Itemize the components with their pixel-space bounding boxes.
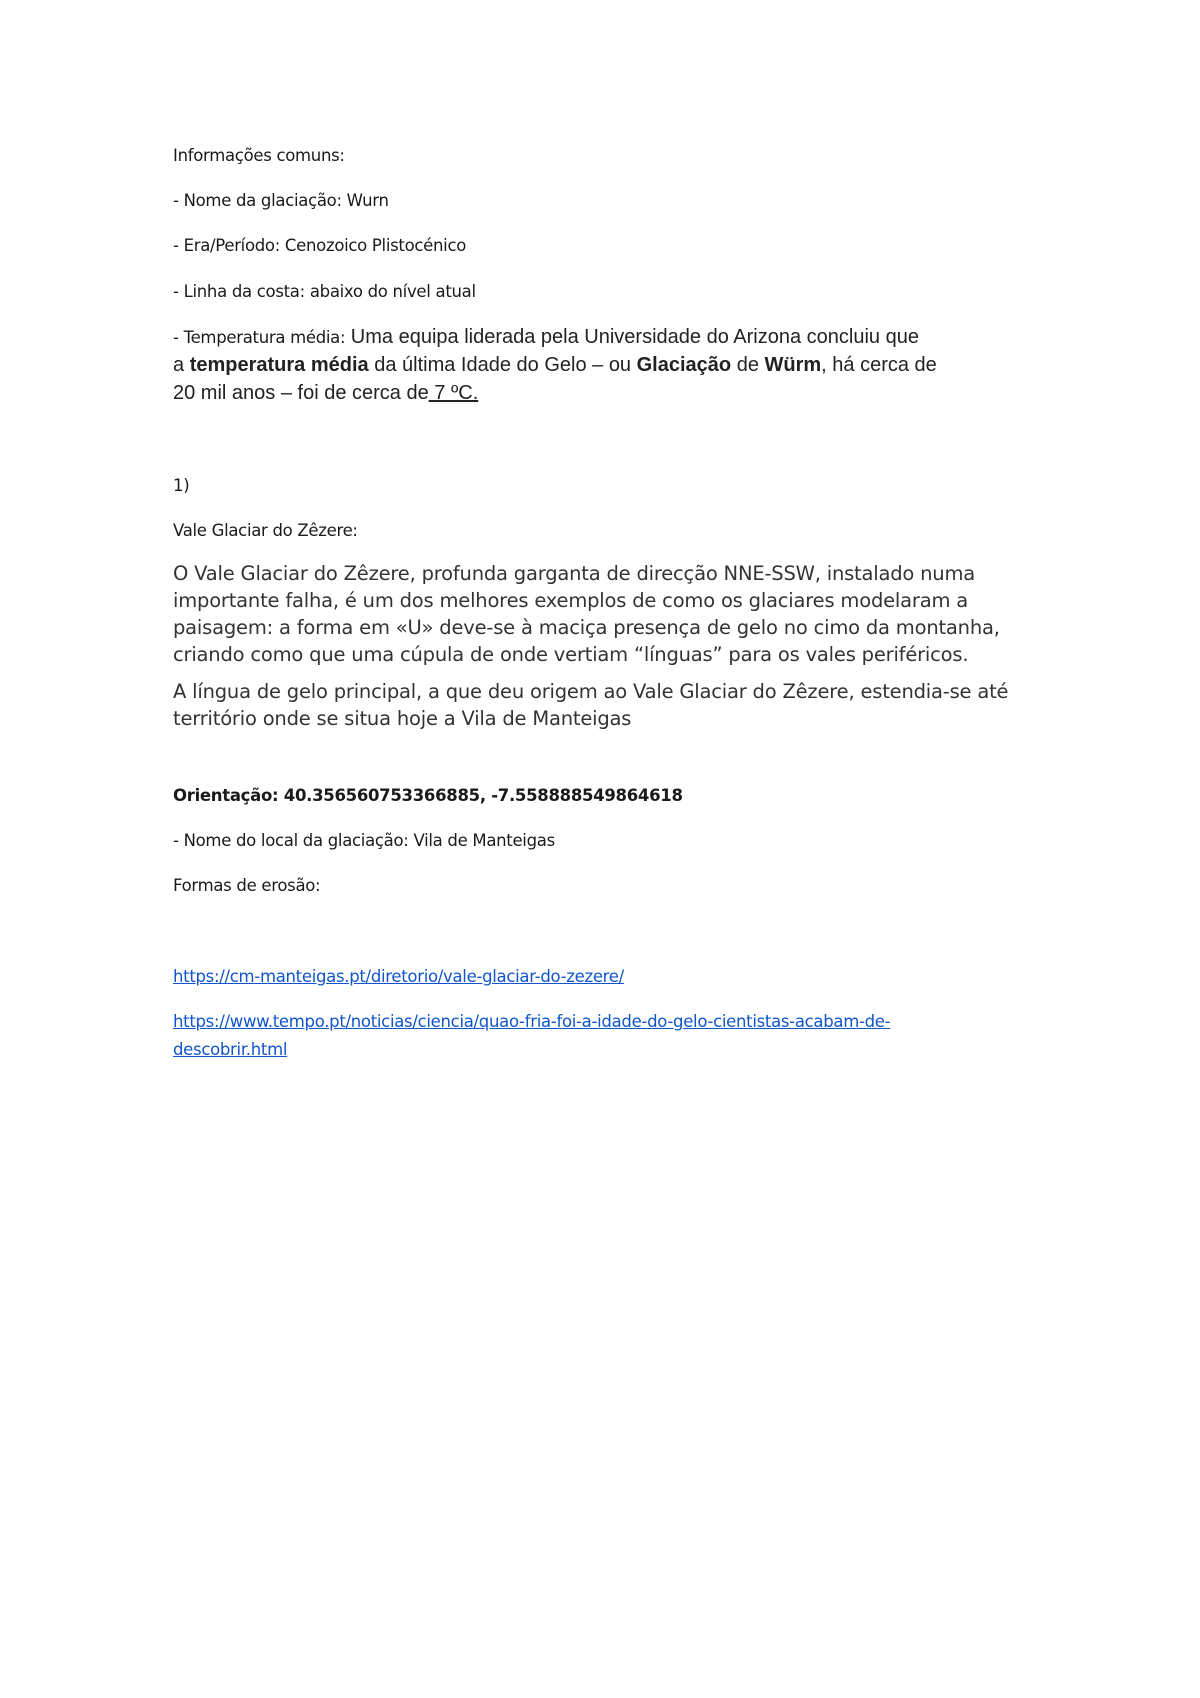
glaciation-label: - Nome da glaciação: xyxy=(173,191,342,210)
glaciation-name-line xyxy=(173,191,389,210)
temperature-line-1 xyxy=(173,326,919,349)
temperature-line-2 xyxy=(173,354,937,377)
link-tempo-text-2[interactable]: descobrir.html xyxy=(173,1040,288,1059)
coast-line xyxy=(173,282,476,301)
section-paragraph-1: O Vale Glaciar do Zêzere, profunda garganta de direcção NNE-SSW, instalado numa importante falha, é um dos melhores exemplos de como os glaciares modelaram a paisagem: a forma em «U» deve-se à maciça presença de gelo no cimo da montanha, criando como que uma cúpula de onde vertiam “línguas” para os vales periféricos. xyxy=(173,562,1000,666)
temperature-text-bold-3: Würm xyxy=(764,354,822,376)
coast-label: - Linha da costa: xyxy=(173,282,305,301)
temperature-text-bold-2: Glaciação xyxy=(636,354,732,376)
glaciation-value: Wurn xyxy=(341,191,389,210)
temperature-value: 7 ºC. xyxy=(428,382,479,404)
coast-value: abaixo do nível atual xyxy=(304,282,476,301)
section-body xyxy=(173,560,1053,732)
section-paragraph-2: A língua de gelo principal, a que deu origem ao Vale Glaciar do Zêzere, estendia-se até território onde se situa hoje a Vila de Manteigas xyxy=(173,680,1009,730)
era-value: Cenozoico Plistocénico xyxy=(279,236,467,255)
temperature-text-2e: de xyxy=(731,354,765,376)
temperature-text-2c: da última Idade do Gelo – ou xyxy=(368,354,637,376)
section-title: Vale Glaciar do Zêzere: xyxy=(173,521,358,540)
link-cm-manteigas-text[interactable]: https://cm-manteigas.pt/diretorio/vale-glaciar-do-zezere/ xyxy=(173,967,624,986)
place-line xyxy=(173,831,555,850)
common-heading: Informações comuns: xyxy=(173,146,345,165)
link-cm-manteigas[interactable] xyxy=(173,967,624,986)
link-tempo-line-1[interactable] xyxy=(173,1012,890,1031)
place-value: Vila de Manteigas xyxy=(408,831,555,850)
temperature-text-2g: , há cerca de xyxy=(821,354,937,376)
temperature-text-3a: 20 mil anos – foi de cerca de xyxy=(173,382,429,404)
link-tempo-text-1[interactable]: https://www.tempo.pt/noticias/ciencia/quao-fria-foi-a-idade-do-gelo-cientistas-acabam-de- xyxy=(173,1012,891,1031)
orientation-coordinates: Orientação: 40.356560753366885, -7.558888549864618 xyxy=(173,786,683,805)
era-label: - Era/Período: xyxy=(173,236,280,255)
link-tempo-line-2[interactable] xyxy=(173,1040,287,1059)
section-number: 1) xyxy=(173,476,190,495)
place-label: - Nome do local da glaciação: xyxy=(173,831,409,850)
era-line xyxy=(173,236,466,255)
temperature-line-3 xyxy=(173,382,478,405)
erosion-label: Formas de erosão: xyxy=(173,876,321,895)
temperature-label: - Temperatura média: xyxy=(173,328,346,347)
temperature-text-1: Uma equipa liderada pela Universidade do Arizona concluiu que xyxy=(345,326,919,348)
temperature-text-2a: a xyxy=(173,354,190,376)
temperature-text-bold-1: temperatura média xyxy=(189,354,369,376)
